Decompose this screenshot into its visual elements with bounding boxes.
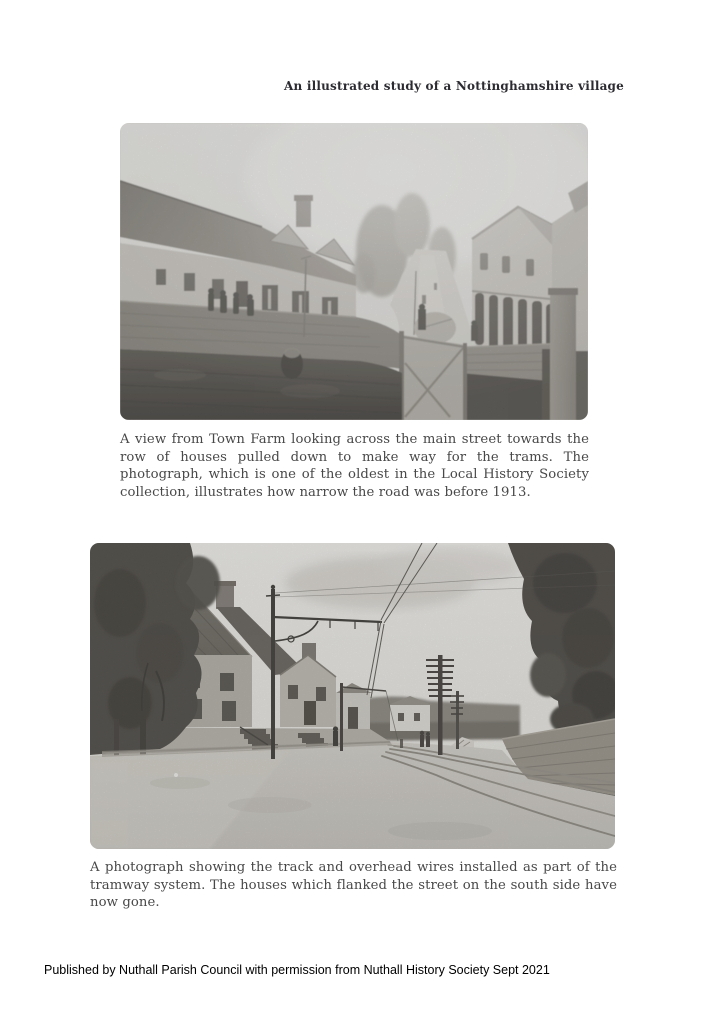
- photo-town-farm-view: [120, 123, 588, 420]
- page-header-title: An illustrated study of a Nottinghamshire village: [284, 79, 624, 93]
- photo-caption-1: A view from Town Farm looking across the main street towards the row of houses pulled down to make way for the trams. The photograph, which is one of the oldest in the Local History Society collection, illustrates how narrow the road was before 1913.: [120, 432, 589, 500]
- photo-caption-2: A photograph showing the track and overhead wires installed as part of the tramway system. The houses which flanked the street on the south side have now gone.: [90, 860, 617, 911]
- photo1-image: [120, 123, 588, 420]
- publication-credit: Published by Nuthall Parish Council with permission from Nuthall History Society Sept 2021: [44, 963, 550, 977]
- photo-tramway-street: [90, 543, 615, 849]
- photo2-image: [90, 543, 615, 849]
